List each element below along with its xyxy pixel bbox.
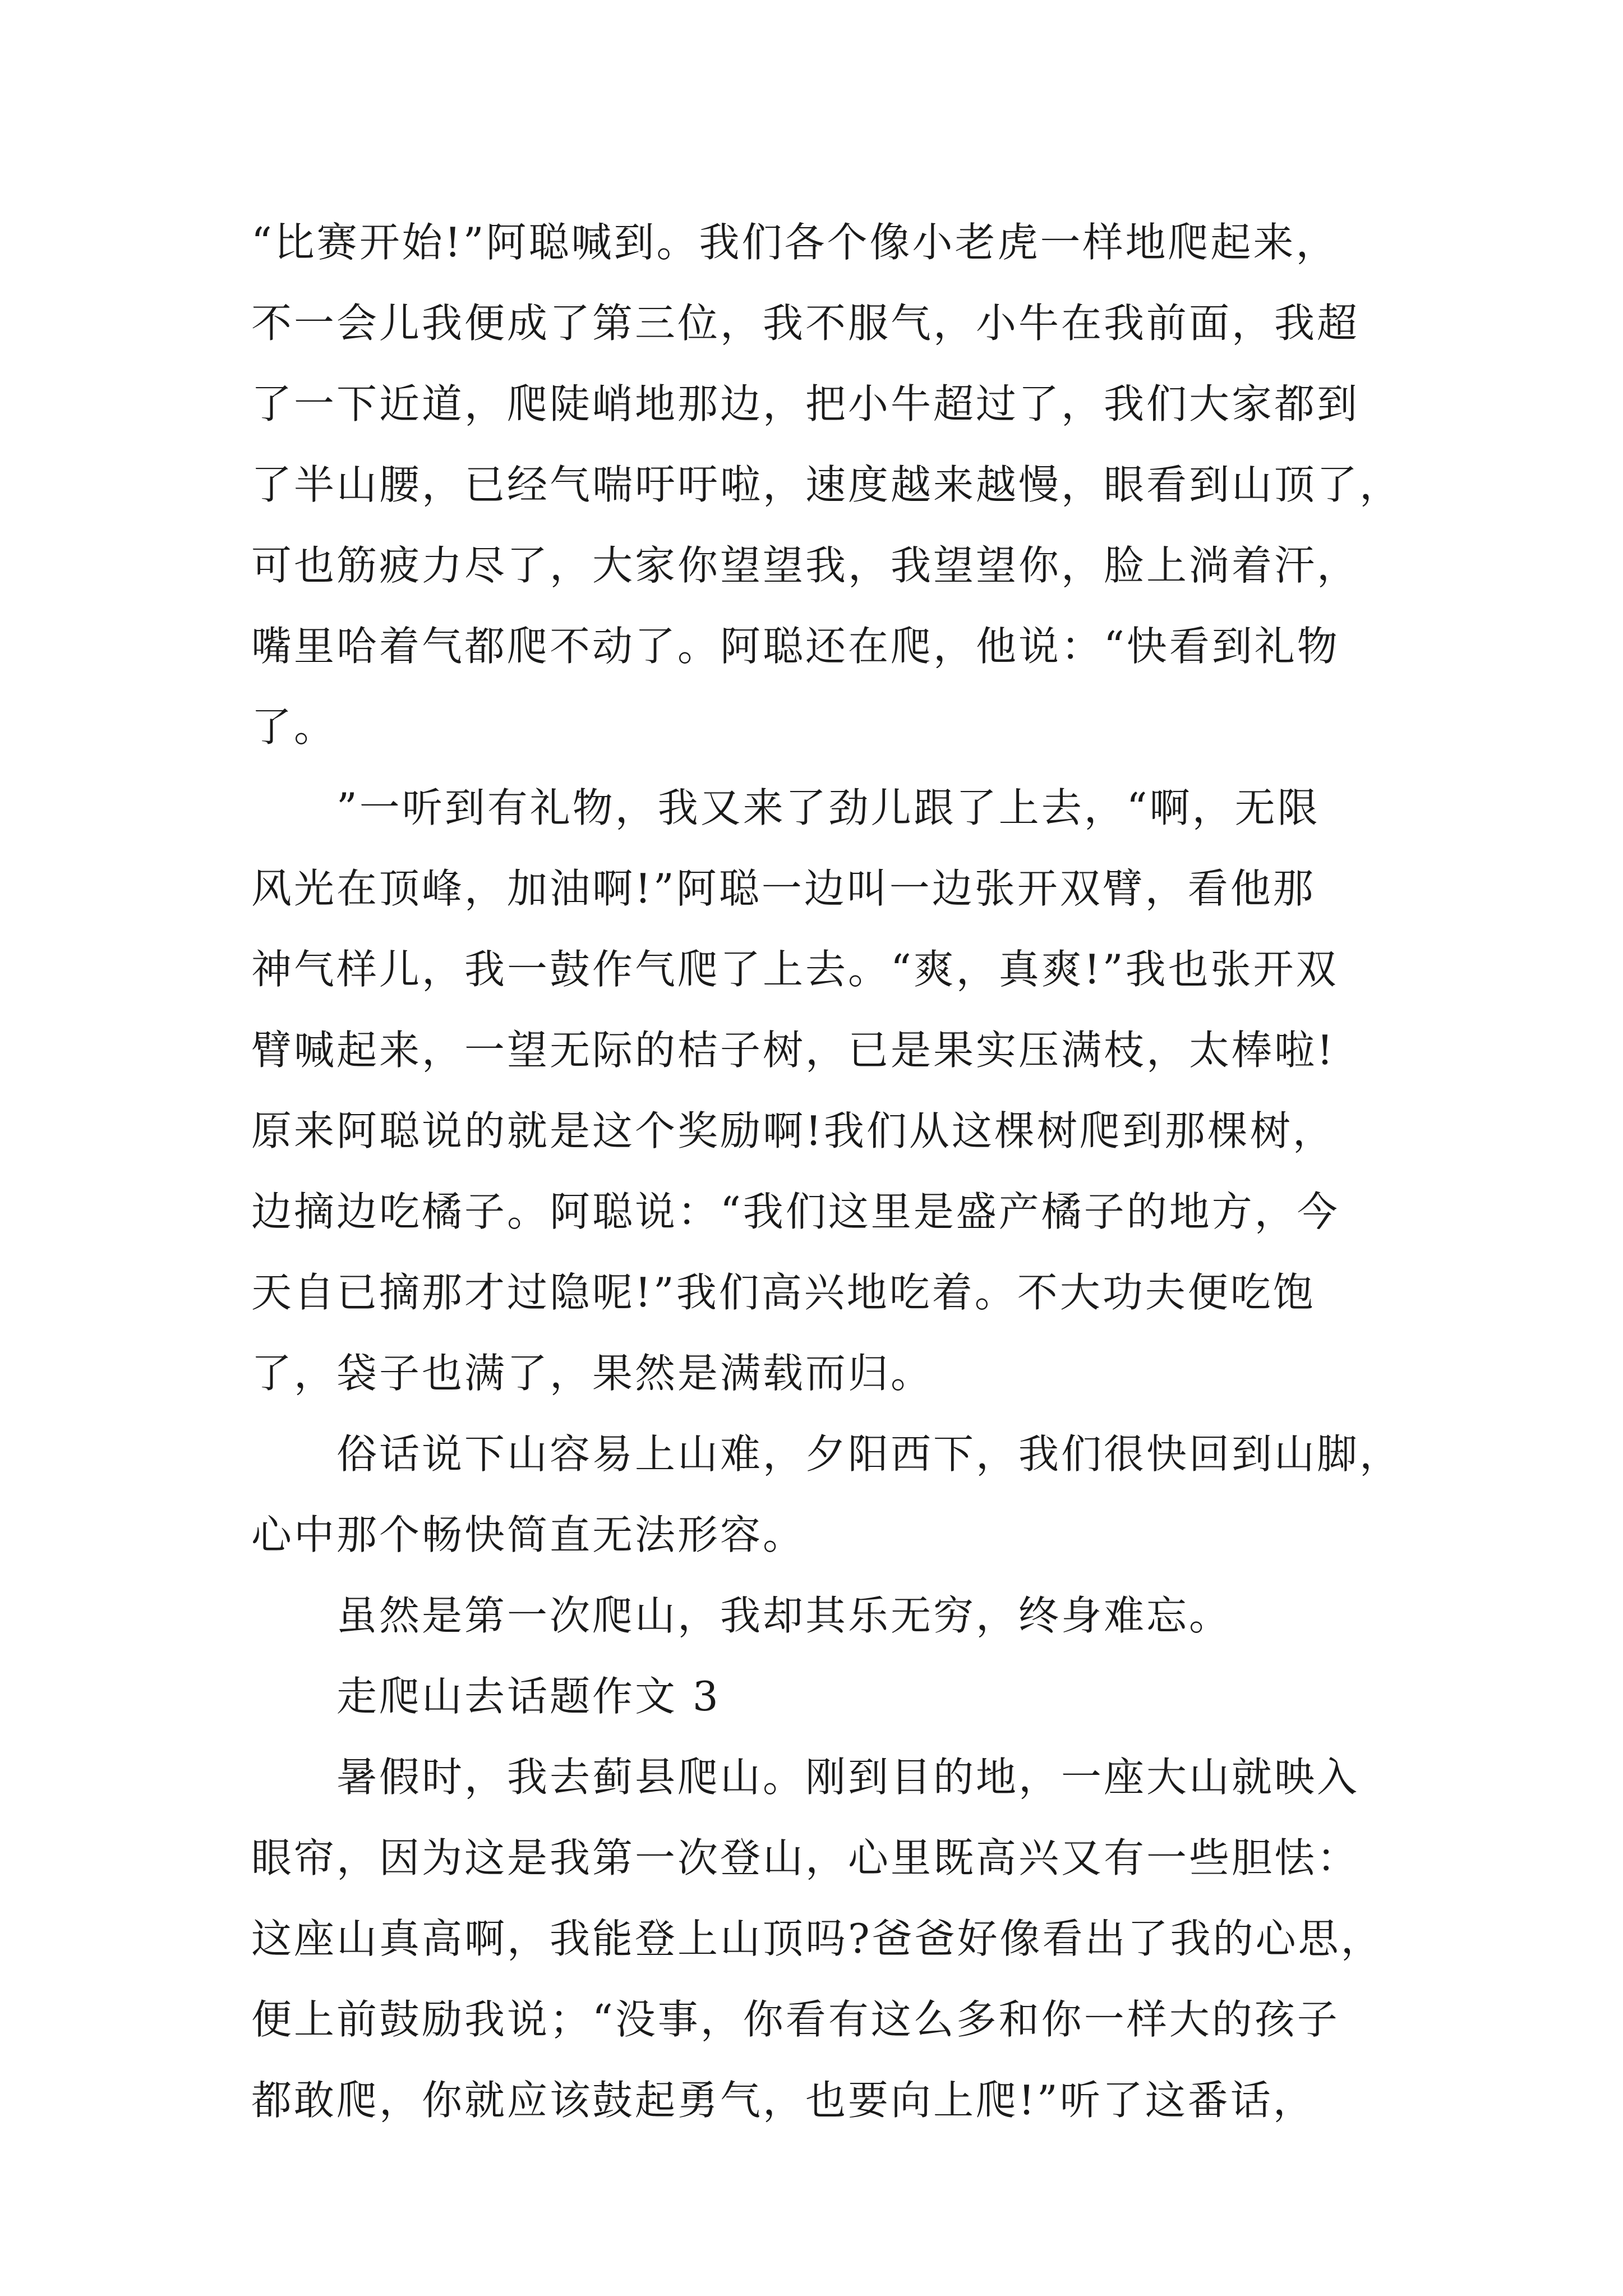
text-line: 眼帘，因为这是我第一次登山，心里既高兴又有一些胆怯： — [251, 1834, 1360, 1881]
text-line: 了半山腰，已经气喘吁吁啦，速度越来越慢，眼看到山顶了， — [251, 461, 1403, 508]
text-line: “比赛开始!”阿聪喊到。我们各个像小老虎一样地爬起来， — [251, 219, 1339, 266]
text-line: 了。 — [251, 703, 337, 751]
text-line: 了，袋子也满了，果然是满载而归。 — [251, 1350, 934, 1397]
text-line: 这座山真高啊，我能登上山顶吗?爸爸好像看出了我的心思， — [251, 1915, 1384, 1962]
text-line: 天自已摘那才过隐呢!”我们高兴地吃着。不大功夫便吃饱 — [251, 1269, 1316, 1316]
essay-body — [251, 202, 1403, 2141]
text-line: 臂喊起来，一望无际的桔子树，已是果实压满枝，太棒啦! — [251, 1027, 1335, 1074]
section-heading: 走爬山去话题作文 3 — [251, 1673, 721, 1720]
text-line: ”一听到有礼物，我又来了劲儿跟了上去，“啊，无限 — [251, 784, 1320, 831]
text-line: 虽然是第一次爬山，我却其乐无穷，终身难忘。 — [251, 1592, 1232, 1639]
text-line: 原来阿聪说的就是这个奖励啊!我们从这棵树爬到那棵树， — [251, 1107, 1335, 1154]
text-line: 可也筋疲力尽了，大家你望望我，我望望你，脸上淌着汗， — [251, 542, 1360, 589]
text-line: 了一下近道，爬陡峭地那边，把小牛超过了，我们大家都到 — [251, 380, 1360, 427]
text-line: 风光在顶峰，加油啊!”阿聪一边叫一边张开双臂，看他那 — [251, 865, 1316, 912]
text-line: 俗话说下山容易上山难，夕阳西下，我们很快回到山脚， — [251, 1430, 1403, 1478]
text-line: 都敢爬，你就应该鼓起勇气，也要向上爬!”听了这番话， — [251, 2077, 1316, 2124]
text-line: 不一会儿我便成了第三位，我不服气，小牛在我前面，我超 — [251, 300, 1360, 347]
text-line: 心中那个畅快简直无法形容。 — [251, 1511, 806, 1558]
text-line: 边摘边吃橘子。阿聪说：“我们这里是盛产橘子的地方，今 — [251, 1188, 1340, 1235]
text-line: 暑假时，我去蓟县爬山。刚到目的地，一座大山就映入 — [251, 1754, 1360, 1801]
text-line: 便上前鼓励我说；“没事，你看有这么多和你一样大的孩子 — [251, 1996, 1340, 2043]
text-line: 神气样儿，我一鼓作气爬了上去。“爽，真爽!”我也张开双 — [251, 946, 1339, 993]
text-line: 嘴里哈着气都爬不动了。阿聪还在爬，他说：“快看到礼物 — [251, 623, 1340, 670]
